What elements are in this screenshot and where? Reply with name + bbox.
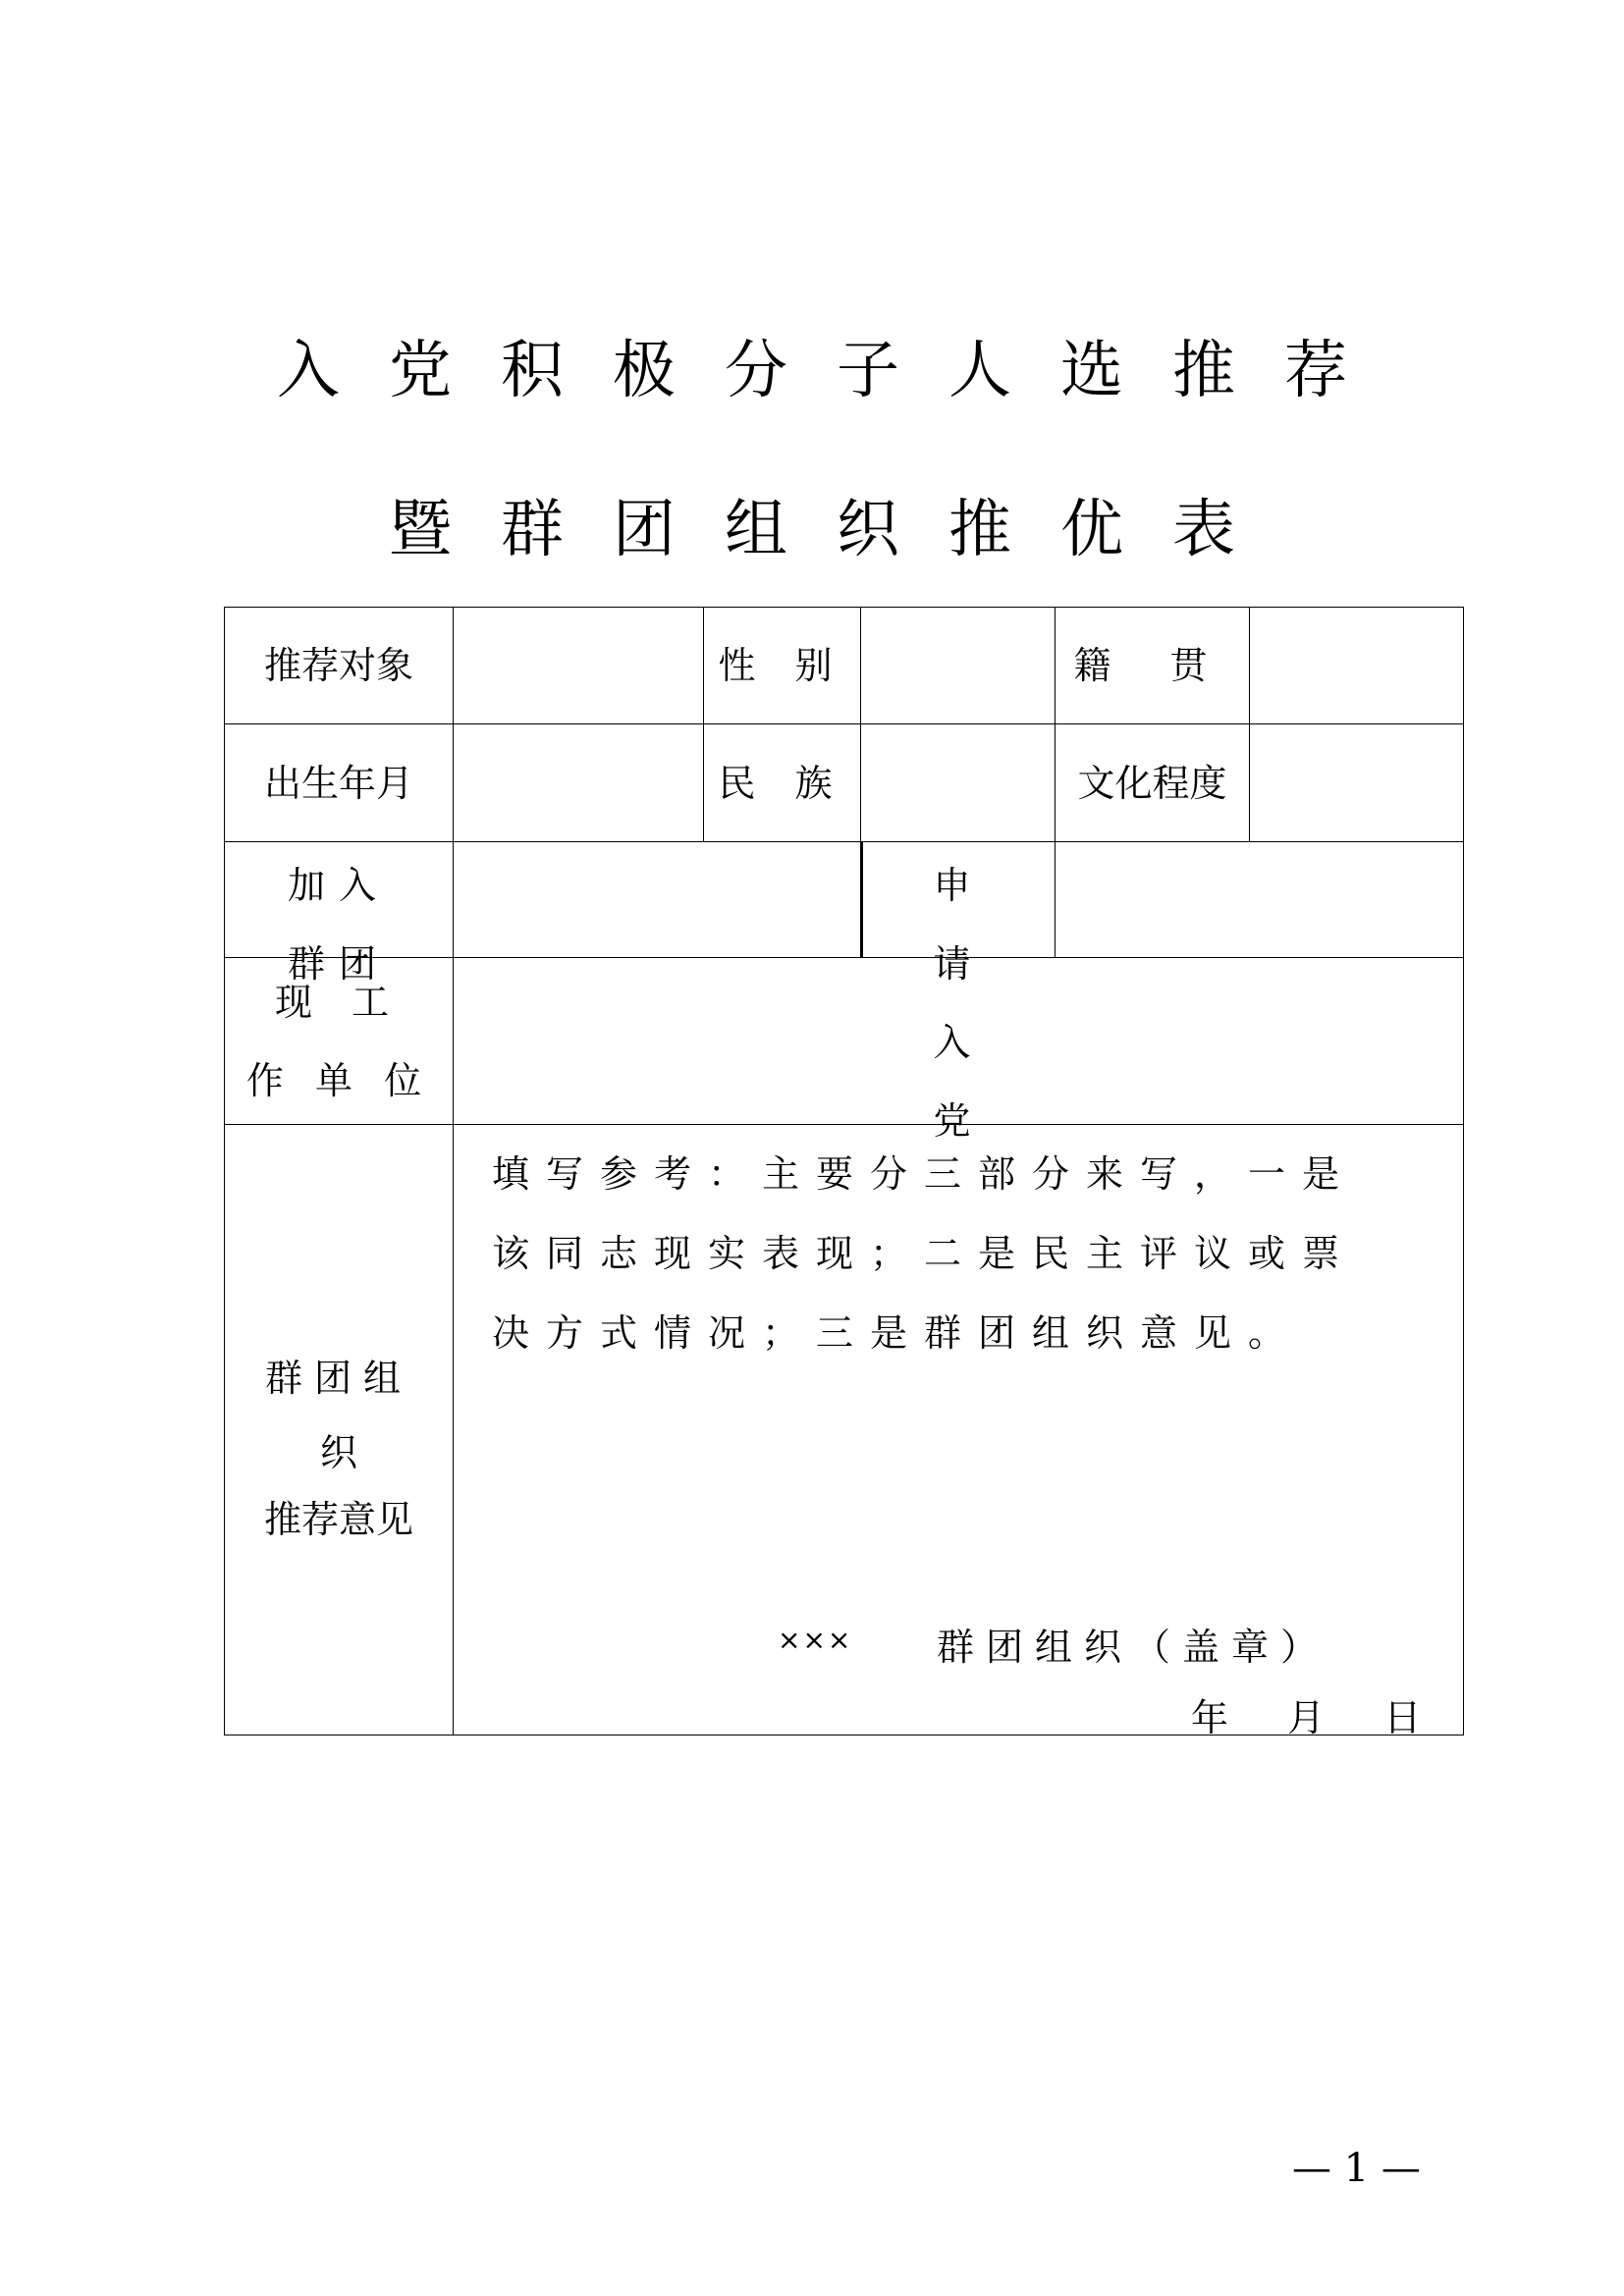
label-recommendation-line2: 织 xyxy=(319,1430,357,1474)
title-line2: 暨群团组织推优表 xyxy=(389,494,1284,566)
label-recommendation-line3: 推荐意见 xyxy=(263,1497,413,1541)
field-birth-date[interactable] xyxy=(453,723,704,842)
sign-org: 群团组织（盖章） xyxy=(937,1626,1330,1669)
hint-line: 填写参考：主要分三部分来写，一是 xyxy=(492,1152,1357,1196)
field-join-group[interactable] xyxy=(453,841,861,958)
label-education: 文化程度 xyxy=(1055,723,1250,842)
field-native-place[interactable] xyxy=(1249,607,1464,724)
sign-date: 年 月 日 xyxy=(1191,1696,1434,1739)
label-recommendation-line1: 群团组 xyxy=(264,1356,412,1400)
label-join-group: 加入群团 xyxy=(224,841,454,958)
label-work-unit-line2: 作 单 位 xyxy=(245,1058,432,1102)
sign-name: ××× xyxy=(778,1624,853,1656)
title-line1: 入党积极分子人选推荐 xyxy=(277,335,1396,407)
field-gender[interactable] xyxy=(860,607,1056,724)
field-work-unit[interactable] xyxy=(453,957,1464,1125)
field-education[interactable] xyxy=(1249,723,1464,842)
label-work-unit xyxy=(224,957,454,1125)
hint-line: 决方式情况；三是群团组织意见。 xyxy=(492,1311,1303,1355)
field-recommendee[interactable] xyxy=(453,607,704,724)
hint-line: 该同志现实表现；二是民主评议或票 xyxy=(492,1232,1357,1275)
label-apply-party: 申请入党 xyxy=(860,841,1056,958)
label-birth-date: 出生年月 xyxy=(224,723,454,842)
label-native-place: 籍 贯 xyxy=(1055,607,1250,724)
label-recommendation xyxy=(224,1124,454,1735)
page-number: — 1 — xyxy=(1292,2146,1421,2191)
label-work-unit-line1: 现 工 xyxy=(274,980,404,1024)
label-gender: 性 别 xyxy=(703,607,861,724)
label-ethnicity: 民 族 xyxy=(703,723,861,842)
field-ethnicity[interactable] xyxy=(860,723,1056,842)
label-recommendee: 推荐对象 xyxy=(224,607,454,724)
field-apply-party[interactable] xyxy=(1055,841,1464,958)
